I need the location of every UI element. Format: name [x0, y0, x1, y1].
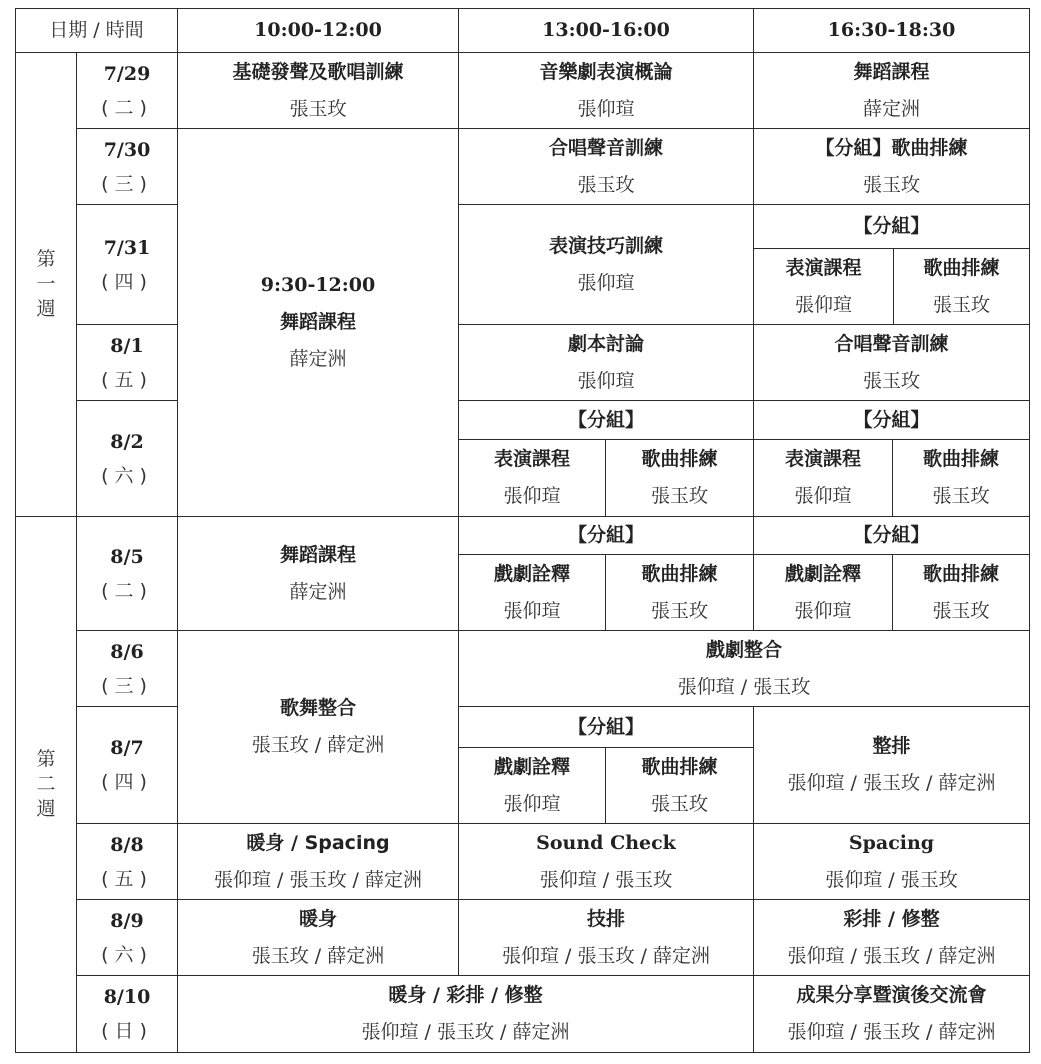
session-teacher: 薛定洲 [862, 97, 920, 120]
group-label: 【分組】 [567, 408, 644, 431]
session-cell [892, 439, 1030, 517]
session-cell [177, 899, 459, 976]
session-cell [892, 554, 1030, 631]
session-cell [458, 747, 606, 824]
session-cell [753, 975, 1030, 1053]
session-cell [458, 899, 754, 976]
header-slot-2-label: 13:00-16:00 [542, 19, 670, 41]
header-slot-3 [753, 8, 1030, 53]
session-teacher: 張仰瑄 [503, 485, 561, 507]
session-title: 歌曲排練 [922, 448, 999, 470]
weekday-label: (二) [101, 579, 153, 602]
session-teacher: 張仰瑄 [503, 792, 561, 815]
session-teacher: 張玉玫 [650, 599, 708, 622]
session-cell [605, 554, 754, 631]
group-label: 【分組】 [853, 215, 930, 237]
session-title: 基礎發聲及歌唱訓練 [232, 60, 404, 83]
session-title: 表演課程 [785, 256, 862, 279]
session-title: 彩排 / 修整 [843, 907, 940, 930]
session-title: 戲劇整合 [705, 638, 782, 661]
session-cell [177, 52, 459, 129]
session-teacher: 張仰瑄 [577, 369, 635, 392]
date-cell-8-10 [76, 975, 178, 1053]
weekday-label: (三) [101, 674, 153, 697]
group-label: 【分組】 [567, 715, 644, 738]
date-label: 8/5 [110, 545, 144, 568]
session-cell [753, 706, 1030, 824]
group-header-cell [753, 400, 1030, 440]
session-title: 暖身 / 彩排 / 修整 [388, 984, 543, 1006]
session-title: 整排 [872, 735, 911, 757]
date-label: 8/9 [110, 909, 144, 932]
session-title: 表演課程 [493, 448, 570, 470]
session-title: 合唱聲音訓練 [834, 332, 949, 355]
session-title: 合唱聲音訓練 [548, 136, 663, 159]
date-cell-8-7 [76, 706, 178, 824]
session-title: Spacing [848, 831, 935, 854]
session-cell [177, 823, 459, 900]
header-slot-1-label: 10:00-12:00 [254, 19, 382, 41]
session-title: 戲劇詮釋 [493, 755, 570, 778]
session-teacher: 張仰瑄 / 張玉玫 [677, 675, 811, 698]
session-cell [753, 439, 893, 517]
group-header-cell [753, 516, 1030, 555]
session-teacher: 張仰瑄 [577, 97, 635, 120]
session-title: 歌曲排練 [922, 562, 999, 585]
weekday-label: (二) [101, 96, 153, 119]
date-cell-8-9 [76, 899, 178, 976]
session-title: 歌曲排練 [923, 256, 1000, 279]
session-cell [753, 899, 1030, 976]
session-title: 技排 [586, 907, 625, 930]
session-teacher: 張玉玫 [650, 485, 708, 507]
session-cell [458, 204, 754, 325]
session-title: 歌曲排練 [641, 562, 718, 585]
session-cell [605, 747, 754, 824]
session-teacher: 張仰瑄 / 張玉玫 / 薛定洲 [361, 1021, 570, 1043]
date-cell-7-31 [76, 204, 178, 325]
group-header-cell [458, 516, 754, 555]
session-cell-week1-morning [177, 128, 459, 517]
session-teacher: 張玉玫 [577, 173, 635, 196]
session-title: 暖身 [298, 907, 337, 930]
header-slot-1 [177, 8, 459, 53]
session-cell [177, 516, 459, 631]
header-corner-cell [15, 8, 178, 53]
session-teacher: 張仰瑄 [577, 271, 635, 294]
date-cell-8-8 [76, 823, 178, 900]
session-title: 暖身 / Spacing [246, 831, 390, 854]
group-header-cell [458, 400, 754, 440]
session-cell [458, 52, 754, 129]
session-cell [605, 439, 754, 517]
session-teacher: 張仰瑄 [503, 599, 561, 622]
weekday-label: (五) [101, 867, 153, 890]
session-title: 舞蹈課程 [279, 311, 356, 333]
session-cell [458, 823, 754, 900]
weekday-label: (三) [101, 172, 153, 195]
session-cell [458, 324, 754, 401]
week-2-label: 第二週 [36, 748, 56, 820]
session-cell [753, 554, 893, 631]
session-teacher: 張仰瑄 / 張玉玫 / 薛定洲 [787, 1021, 996, 1043]
session-title: 表演課程 [784, 448, 861, 470]
week-2-cell [15, 516, 77, 1053]
weekday-label: (五) [101, 368, 153, 391]
session-teacher: 張仰瑄 / 張玉玫 / 薛定洲 [787, 944, 996, 967]
session-teacher: 張玉玫 [932, 599, 990, 622]
date-label: 8/10 [103, 986, 151, 1008]
weekday-label: (日) [101, 1020, 153, 1042]
session-cell [893, 248, 1030, 325]
weekday-label: (四) [101, 771, 153, 793]
group-label: 【分組】 [567, 524, 644, 546]
date-cell-7-29 [76, 52, 178, 129]
session-cell [458, 439, 606, 517]
session-teacher: 薛定洲 [289, 580, 347, 603]
session-title: 劇本討論 [567, 332, 644, 355]
session-teacher: 張玉玫 [862, 173, 920, 196]
date-label: 8/1 [110, 334, 144, 357]
date-label: 7/29 [103, 62, 151, 85]
session-teacher: 張仰瑄 [794, 599, 852, 622]
session-cell [753, 128, 1030, 205]
date-cell-8-5 [76, 516, 178, 631]
session-teacher: 張仰瑄 / 張玉玫 [539, 868, 673, 891]
session-title: 舞蹈課程 [279, 543, 356, 566]
session-title: 戲劇詮釋 [493, 562, 570, 585]
schedule-table [15, 8, 1030, 1053]
session-teacher: 張玉玫 [932, 485, 990, 507]
date-label: 8/7 [110, 737, 144, 759]
date-label: 8/2 [110, 430, 144, 453]
date-label: 8/6 [110, 640, 144, 663]
date-cell-8-2 [76, 400, 178, 517]
date-cell-7-30 [76, 128, 178, 205]
date-label: 7/30 [103, 138, 151, 161]
group-header-cell [458, 706, 754, 748]
date-label: 8/8 [110, 833, 144, 856]
session-teacher: 張玉玫 / 薛定洲 [251, 734, 385, 756]
session-teacher: 張玉玫 / 薛定洲 [251, 944, 385, 967]
week-1-label: 第一週 [36, 248, 56, 320]
session-teacher: 薛定洲 [289, 348, 347, 370]
session-title: 音樂劇表演概論 [539, 60, 673, 83]
weekday-label: (六) [101, 943, 153, 966]
week-1-cell [15, 52, 77, 517]
session-title: 歌曲排練 [641, 448, 718, 470]
session-teacher: 張仰瑄 / 張玉玫 / 薛定洲 [787, 772, 996, 794]
session-teacher: 張仰瑄 / 張玉玫 / 薛定洲 [502, 944, 710, 967]
session-cell [458, 630, 1030, 707]
date-label: 7/31 [103, 236, 151, 259]
group-label: 【分組】 [853, 524, 930, 546]
session-title: Sound Check [536, 831, 676, 854]
session-title: 舞蹈課程 [853, 60, 930, 83]
group-header-cell [753, 204, 1030, 249]
session-title: 成果分享暨演後交流會 [796, 984, 987, 1006]
weekday-label: (四) [101, 270, 153, 293]
session-cell [458, 554, 606, 631]
session-teacher: 張仰瑄 [794, 485, 852, 507]
weekday-label: (六) [101, 464, 153, 487]
header-corner-label: 日期 / 時間 [49, 19, 144, 41]
session-teacher: 張玉玫 [862, 369, 920, 392]
session-teacher: 張玉玫 [289, 97, 347, 120]
session-cell [177, 975, 754, 1053]
session-title: 戲劇詮釋 [784, 562, 861, 585]
session-cell [458, 128, 754, 205]
session-teacher: 張仰瑄 / 張玉玫 [825, 868, 958, 891]
session-cell [753, 248, 894, 325]
session-teacher: 張仰瑄 [794, 293, 852, 316]
session-title: 歌曲排練 [641, 755, 718, 778]
session-cell [177, 630, 459, 824]
session-title: 【分組】歌曲排練 [815, 136, 968, 159]
session-teacher: 張仰瑄 / 張玉玫 / 薛定洲 [214, 868, 422, 891]
session-cell [753, 52, 1030, 129]
session-teacher: 張玉玫 [650, 792, 708, 815]
session-title: 歌舞整合 [279, 697, 356, 719]
header-slot-3-label: 16:30-18:30 [827, 19, 956, 41]
session-cell [753, 324, 1030, 401]
date-cell-8-6 [76, 630, 178, 707]
session-title: 表演技巧訓練 [548, 234, 663, 257]
date-cell-8-1 [76, 324, 178, 401]
session-teacher: 張玉玫 [932, 293, 990, 316]
header-slot-2 [458, 8, 754, 53]
session-cell [753, 823, 1030, 900]
session-time: 9:30-12:00 [260, 274, 376, 296]
group-label: 【分組】 [853, 408, 930, 431]
